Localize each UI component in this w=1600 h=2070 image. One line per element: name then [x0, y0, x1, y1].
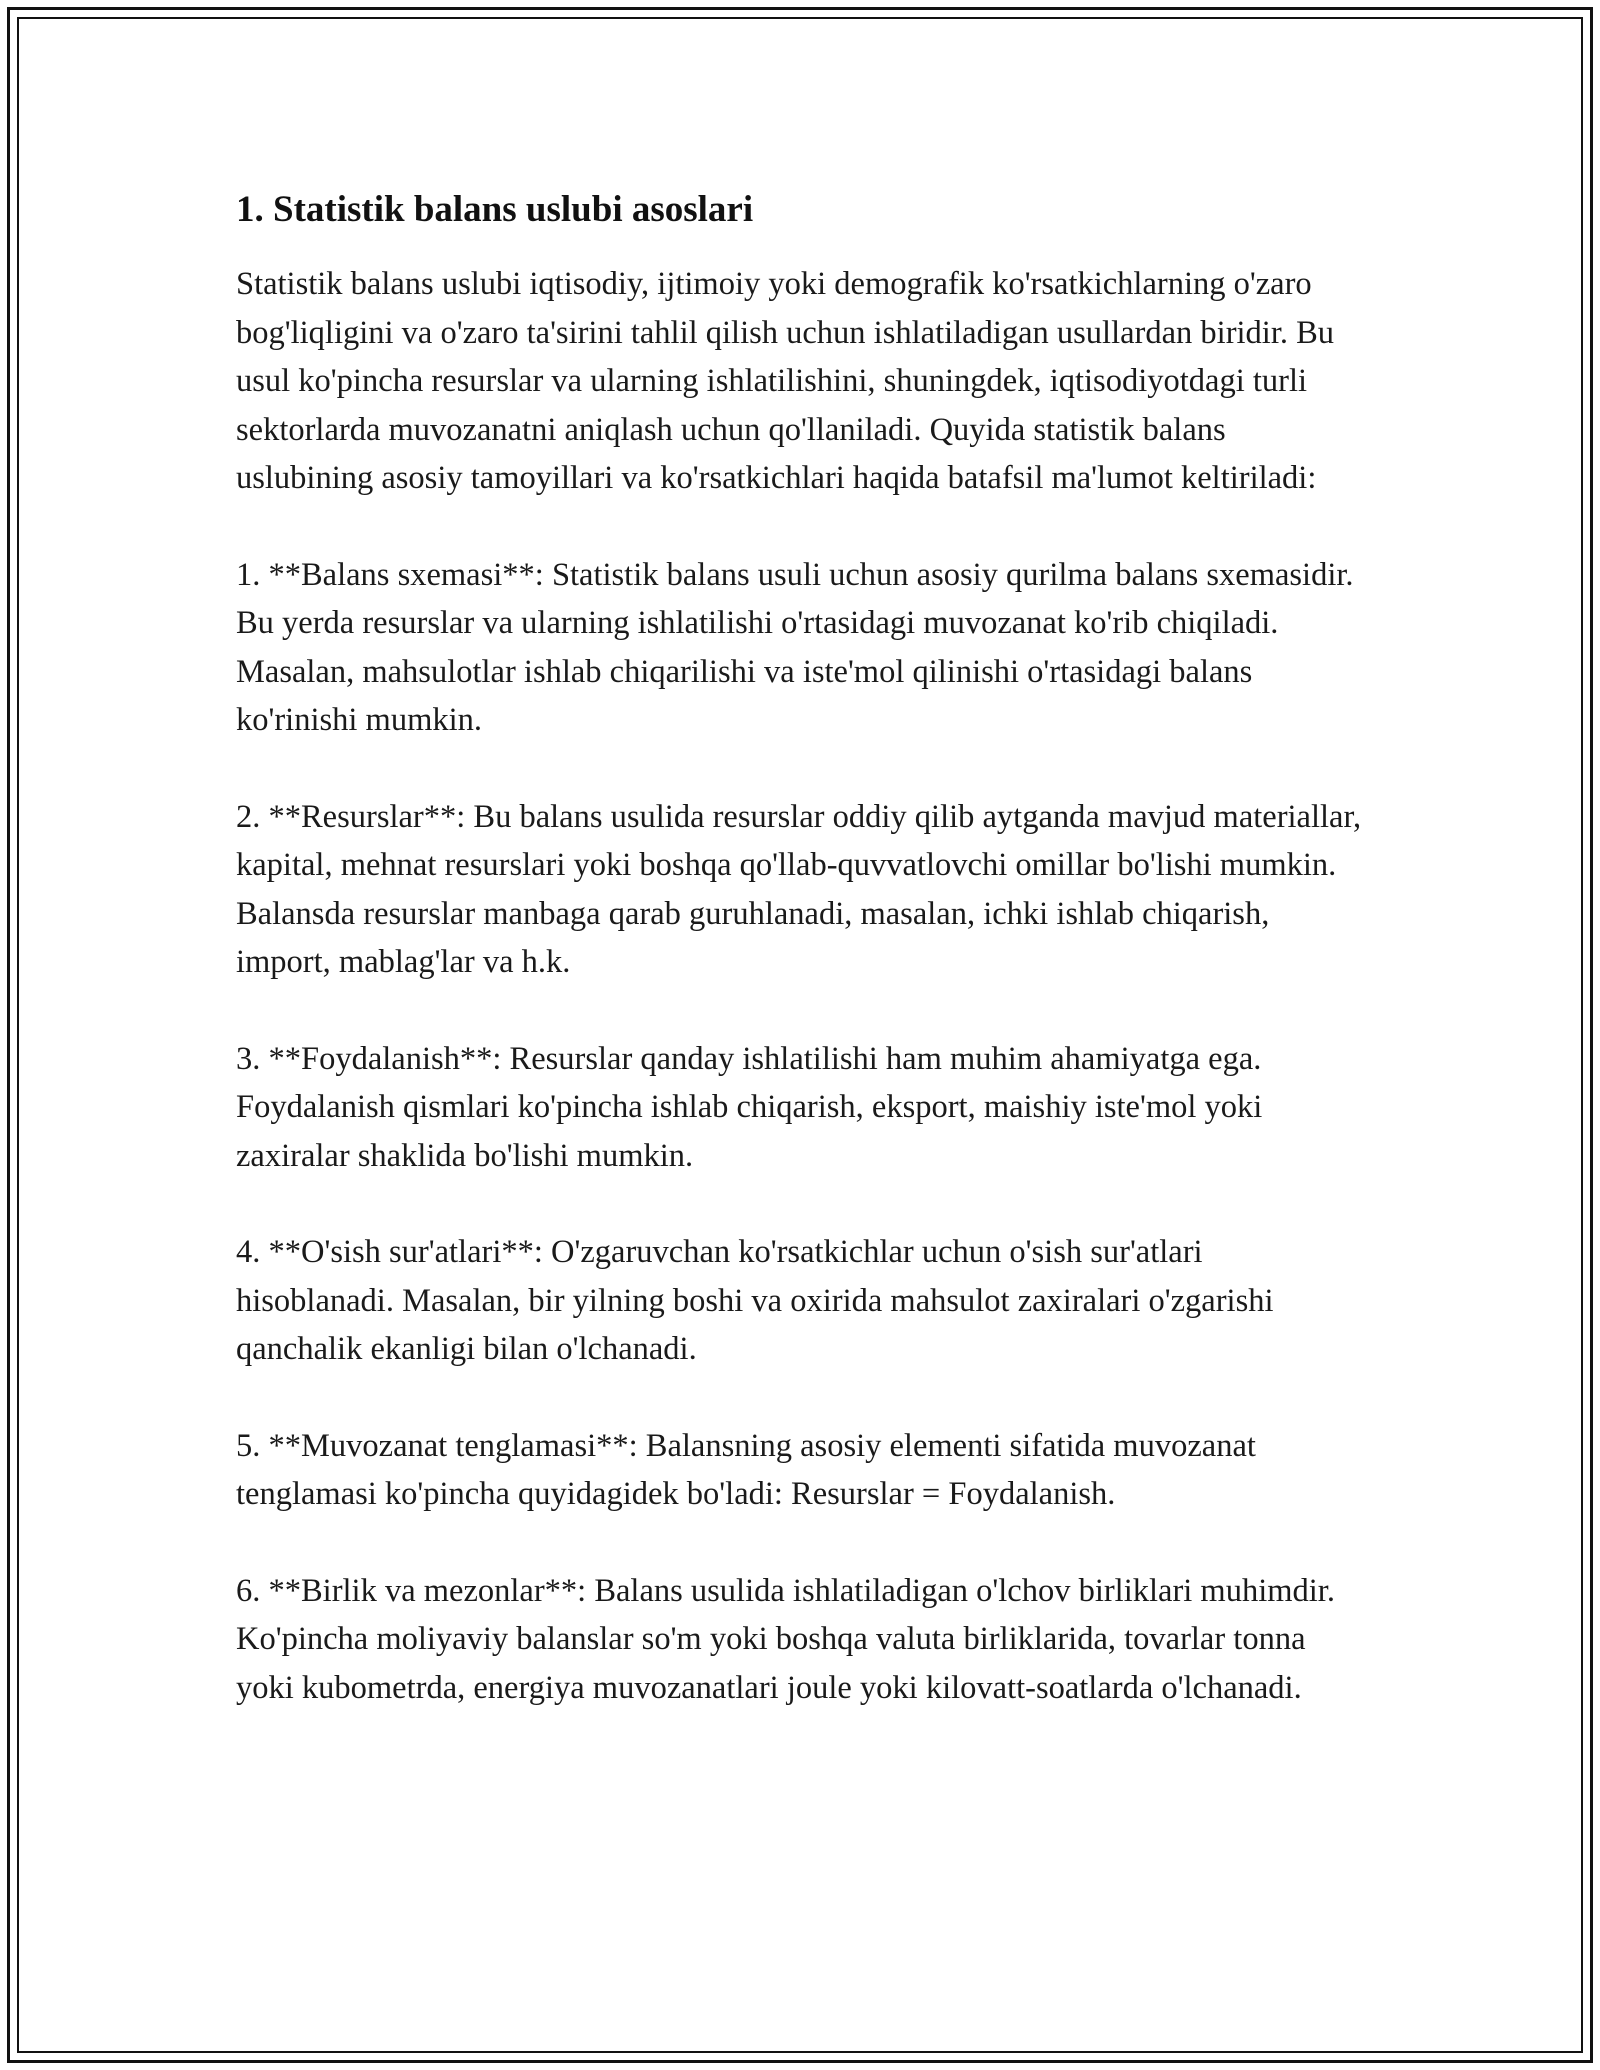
- list-item-osish-suratlari: 4. **O'sish sur'atlari**: O'zgaruvchan ko'rsatkichlar uchun o'sish sur'atlari hisoblanadi. Masalan, bir yilning boshi va oxirida mahsulot zaxiralari o'zgarishi qanchalik ekanligi bilan o'lchanadi.: [236, 1234, 1274, 1367]
- list-item-birlik-va-mezonlar: 6. **Birlik va mezonlar**: Balans usulida ishlatiladigan o'lchov birliklari muhimdir. Ko'pincha moliyaviy balanslar so'm yoki boshqa valuta birliklarida, tovarlar tonna yoki kubometrda, energiya muvozanatlari joule yoki kilovatt-soatlarda o'lchanadi.: [236, 1572, 1335, 1706]
- list-item-muvozanat-tenglamasi: 5. **Muvozanat tenglamasi**: Balansning asosiy elementi sifatida muvozanat tenglamasi ko'pincha quyidagidek bo'ladi: Resurslar = Foydalanish.: [236, 1427, 1256, 1512]
- document-title: 1. Statistik balans uslubi asoslari: [236, 189, 754, 230]
- list-item-resurslar: 2. **Resurslar**: Bu balans usulida resurslar oddiy qilib aytganda mavjud materiallar, kapital, mehnat resurslari yoki boshqa qo'llab-quvvatlovchi omillar bo'lishi mumkin. Balansda resurslar manbaga qarab guruhlanadi, masalan, ichki ishlab chiqarish, import, mablag'lar va h.k.: [236, 798, 1362, 980]
- document-body: [236, 186, 1366, 1760]
- intro-paragraph: Statistik balans uslubi iqtisodiy, ijtimoiy yoki demografik ko'rsatkichlarning o'zaro bog'liqligini va o'zaro ta'sirini tahlil qilish uchun ishlatiladigan usullardan biridir. Bu usul ko'pincha resurslar va ularning ishlatilishini, shuningdek, iqtisodiyotdagi turli sektorlarda muvozanatni aniqlash uchun qo'llaniladi. Quyida statistik balans uslubining asosiy tamoyillari va ko'rsatkichlari haqida batafsil ma'lumot keltiriladi:: [236, 266, 1335, 496]
- list-item-balans-sxemasi: 1. **Balans sxemasi**: Statistik balans usuli uchun asosiy qurilma balans sxemasidir. Bu yerda resurslar va ularning ishlatilishi o'rtasidagi muvozanat ko'rib chiqiladi. Masalan, mahsulotlar ishlab chiqarilishi va iste'mol qilinishi o'rtasidagi balans ko'rinishi mumkin.: [236, 556, 1354, 738]
- list-item-foydalanish: 3. **Foydalanish**: Resurslar qanday ishlatilishi ham muhim ahamiyatga ega. Foydalanish qismlari ko'pincha ishlab chiqarish, eksport, maishiy iste'mol yoki zaxiralar shaklida bo'lishi mumkin.: [236, 1040, 1263, 1174]
